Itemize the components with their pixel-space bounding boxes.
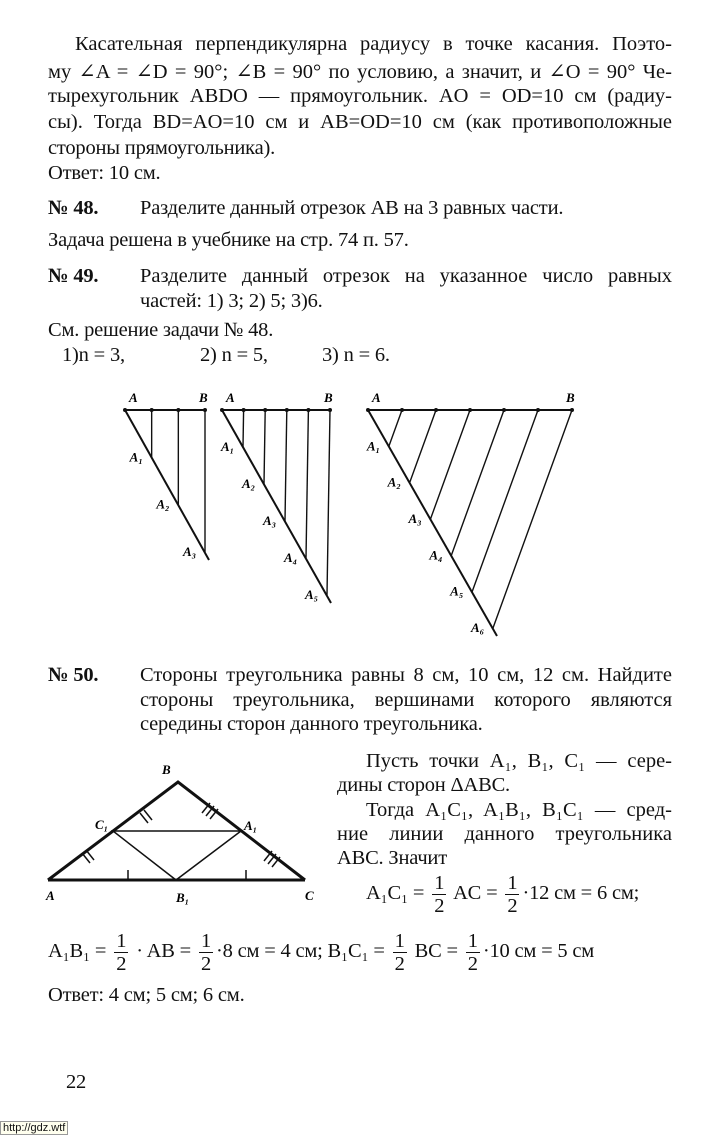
formula-text: · AB = (136, 940, 191, 963)
solution-text: ние линии данного треугольника (337, 823, 672, 845)
point-label-b: B (566, 390, 575, 405)
problem-text: Стороны треугольника равны 8 см, 10 см, 12 см. Найдите (140, 664, 672, 686)
point-label: A₂ (242, 476, 256, 491)
point-label: A₃ (263, 513, 277, 528)
point-label: A₆ (471, 620, 485, 635)
point-label: A₁ (129, 449, 143, 465)
point-label: A₁ (366, 438, 381, 454)
problem-number-48: № 48. (48, 197, 99, 219)
solution-text: Пусть точки A₁, B₁, C₁ — сере- (366, 750, 672, 772)
solution-text: Тогда A₁C₁, A₁B₁, B₁C₁ — сред- (366, 799, 672, 821)
problem-text: середины сторон данного треугольника. (140, 713, 483, 735)
point-label-b: B (199, 390, 208, 405)
point-label: A₅ (305, 587, 319, 602)
problem-text: стороны треугольника, вершинами которого являются (140, 689, 672, 711)
problem-text: Разделите данный отрезок AB на 3 равных части. (140, 197, 564, 219)
vertex-label-c1: C₁ (95, 817, 109, 832)
problem-text: Разделите данный отрезок на указанное число равных (140, 265, 672, 287)
point-label: A₂ (156, 496, 170, 512)
point-label: A₃ (183, 544, 197, 559)
point-label-a: A (372, 390, 381, 405)
point-label: A₅ (450, 583, 464, 599)
case-label: 2) n = 5, (200, 344, 268, 366)
answer: Ответ: 4 см; 5 см; 6 см. (48, 984, 245, 1006)
solution-text: дины сторон ΔABC. (337, 774, 510, 796)
point-label: A₁ (221, 439, 235, 454)
formula-text: ·10 см = 5 см (482, 940, 595, 963)
case-label: 3) n = 6. (322, 344, 390, 366)
solution-text: ABC. Значит (337, 847, 447, 869)
vertex-label-b1: B₁ (176, 890, 190, 905)
fraction: $\frac{1}{2}$ (467, 930, 478, 975)
text-line: му ∠A = ∠D = 90°; ∠B = 90° по условию, а значит, и ∠O = 90° Че- (48, 61, 672, 83)
fraction: $\frac{1}{2}$ (394, 930, 405, 975)
fraction: $\frac{1}{2}$ (434, 872, 445, 917)
formula-a1c1 (366, 872, 639, 917)
text-line: Касательная перпендикулярна радиусу в точке касания. Поэто- (75, 33, 672, 55)
problem-number-50: № 50. (48, 664, 99, 686)
case-label: 1)n = 3, (62, 344, 125, 366)
problem-note: Задача решена в учебнике на стр. 74 п. 57. (48, 229, 409, 251)
problem-number-49: № 49. (48, 265, 99, 287)
vertex-label-c: C (305, 888, 314, 903)
point-label: A₄ (429, 547, 443, 563)
point-label-a: A (129, 390, 138, 405)
formula-text: A₁B₁ = (48, 940, 107, 963)
formula-text: ·8 см = 4 см; B₁C₁ = (216, 940, 385, 963)
formula-a1b1-b1c1 (48, 930, 594, 975)
watermark-link[interactable]: http://gdz.wtf (0, 1121, 68, 1135)
formula-text: ·12 см = 6 см; (522, 882, 640, 905)
point-label-a: A (226, 390, 235, 405)
point-label: A₃ (408, 511, 422, 526)
fraction: $\frac{1}{2}$ (116, 930, 127, 975)
vertex-label-a: A (46, 888, 55, 903)
vertex-label-a1: A₁ (244, 818, 258, 833)
fraction: $\frac{1}{2}$ (200, 930, 211, 975)
answer: Ответ: 10 см. (48, 162, 161, 184)
formula-text: BC = (414, 940, 458, 963)
text-line: тырехугольник ABDO — прямоугольник. AO = OD=10 см (радиу- (48, 85, 672, 107)
vertex-label-b: B (162, 762, 171, 777)
problem-text: частей: 1) 3; 2) 5; 3)6. (140, 290, 323, 312)
page-number: 22 (66, 1071, 87, 1093)
point-label: A₂ (387, 474, 401, 490)
formula-text: AC = (453, 882, 498, 905)
text-line: сы). Тогда BD=AO=10 см и AB=OD=10 см (как противоположные (48, 111, 672, 133)
problem-note: См. решение задачи № 48. (48, 319, 274, 341)
formula-text: A₁C₁ = (366, 882, 425, 905)
text-line: стороны прямоугольника). (48, 137, 276, 159)
fraction: $\frac{1}{2}$ (507, 872, 518, 917)
point-label: A₄ (284, 550, 298, 565)
point-label-b: B (324, 390, 333, 405)
